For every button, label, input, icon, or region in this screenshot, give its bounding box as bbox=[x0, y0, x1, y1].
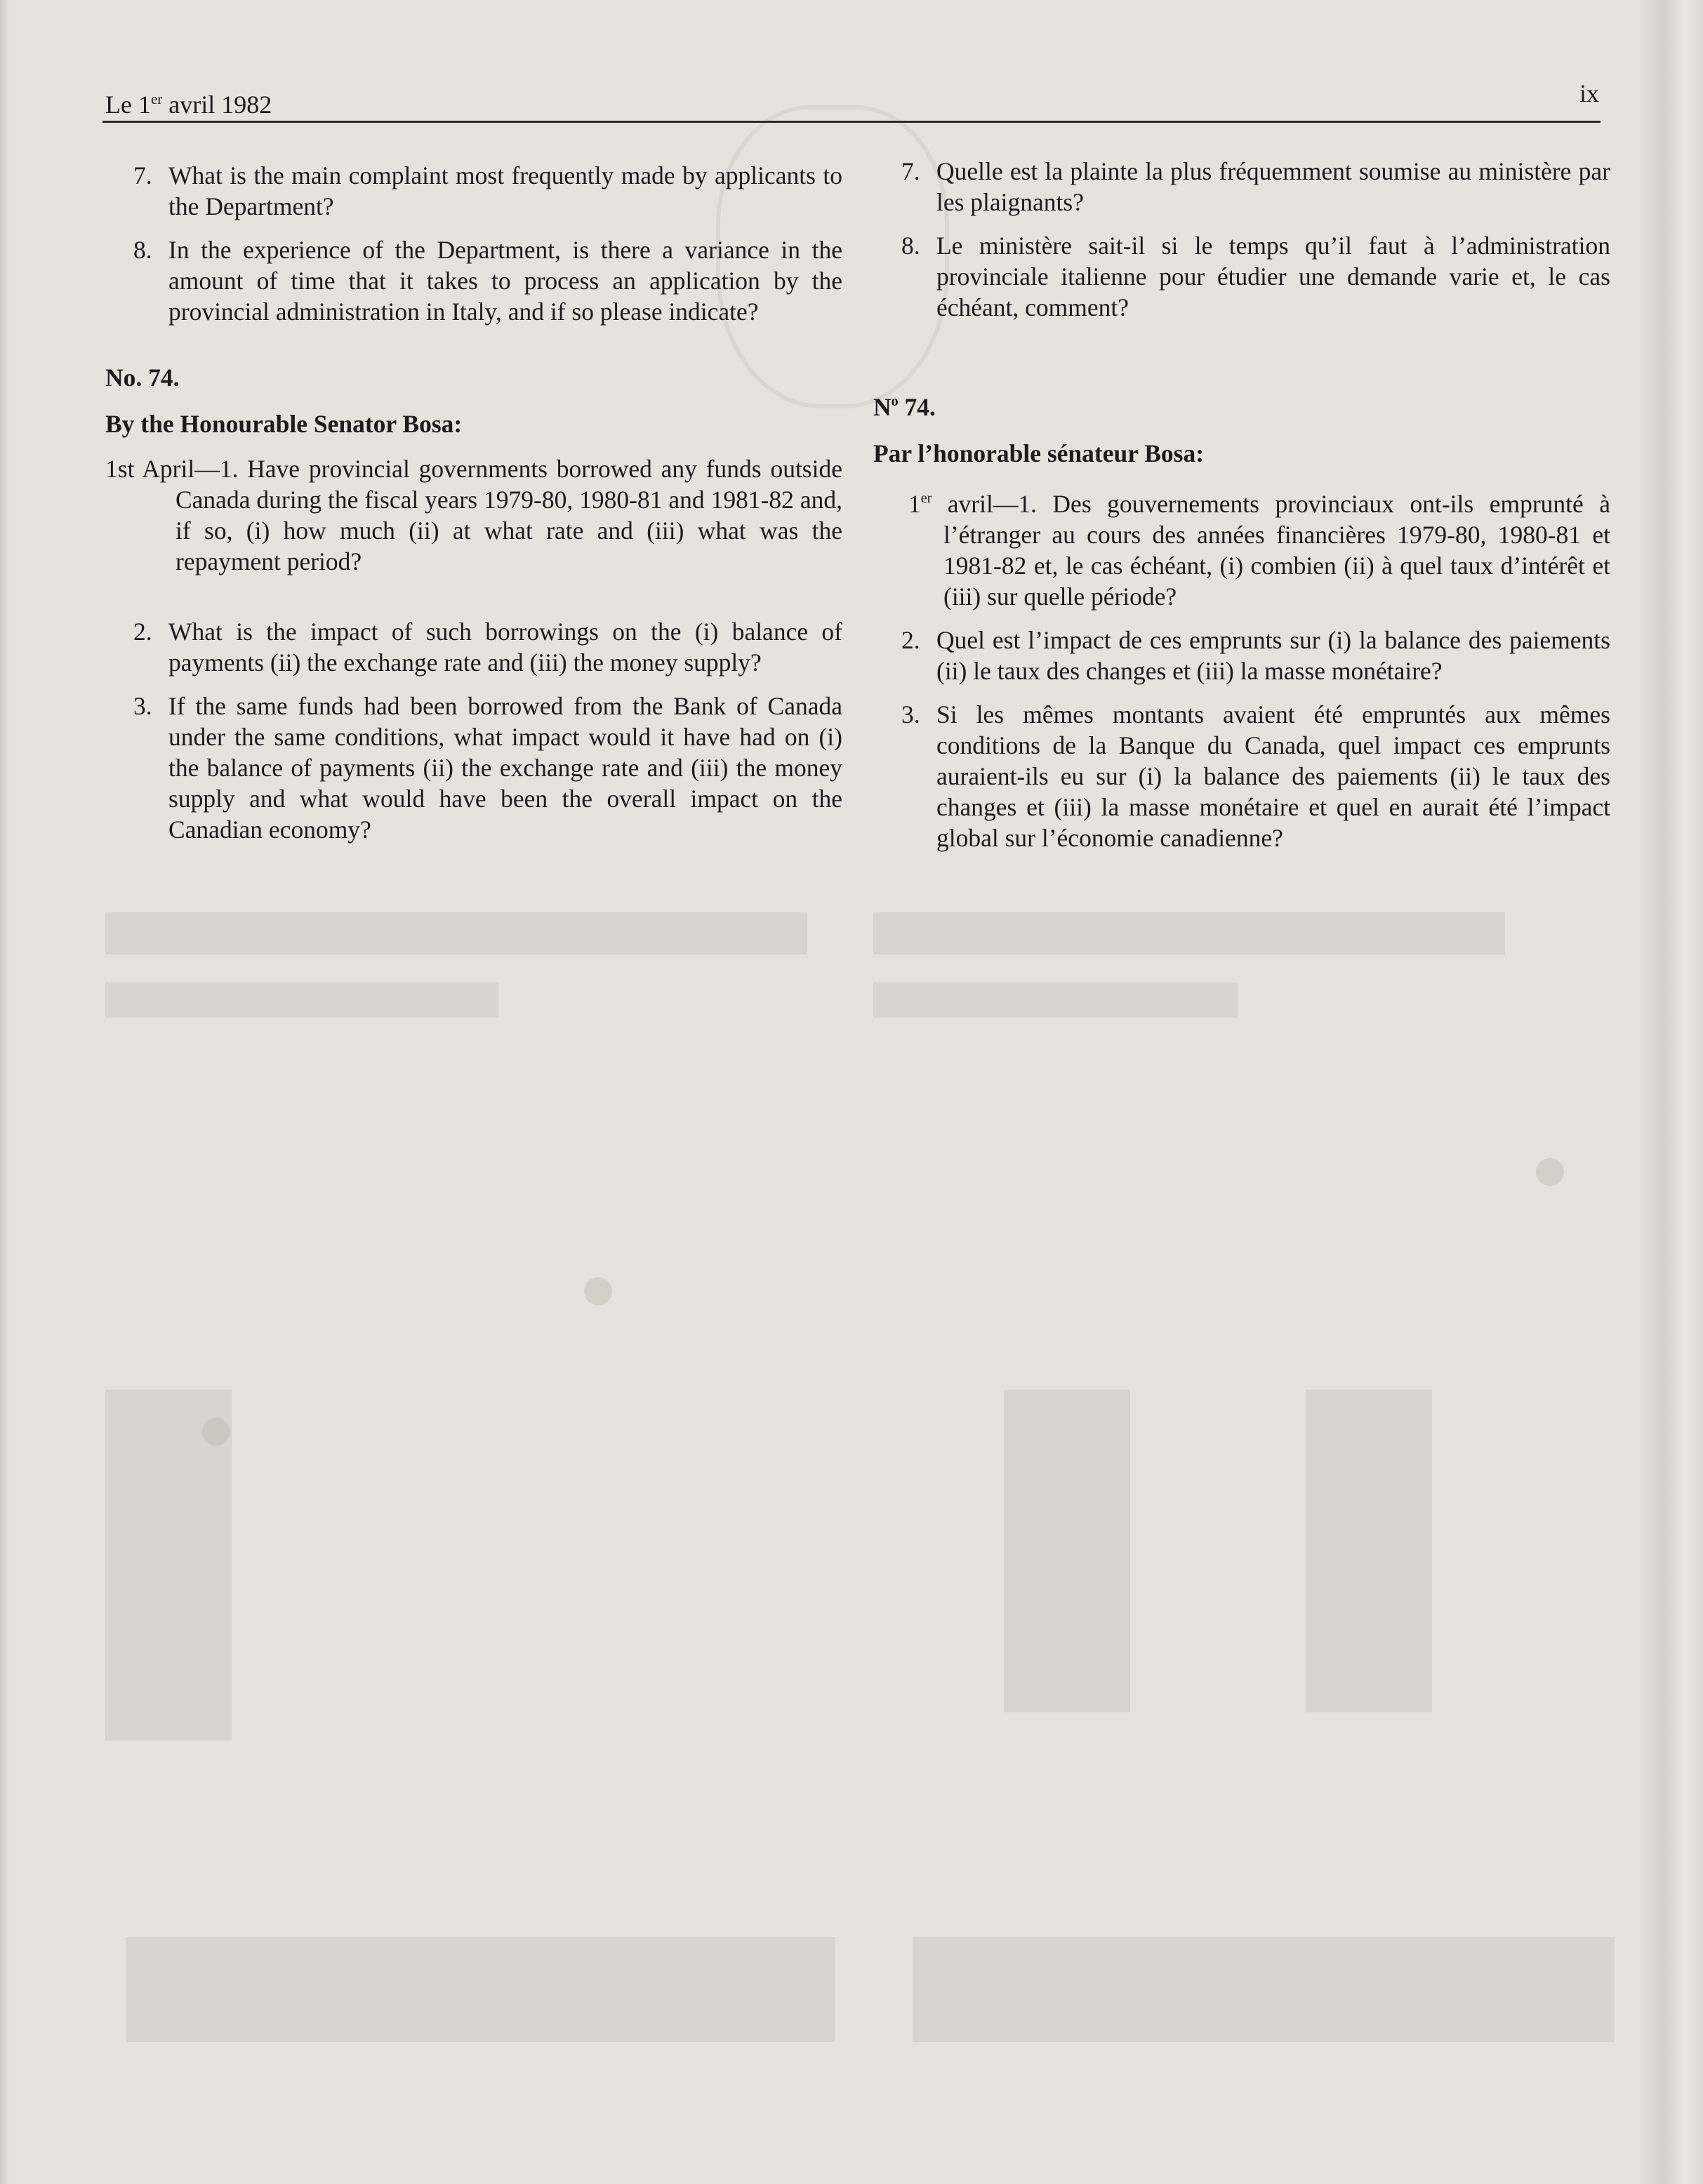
page-edge-left bbox=[0, 0, 10, 2184]
page-number: ix bbox=[1579, 79, 1599, 107]
question-2-en: 2. What is the impact of such borrowings on the (i) balance of payments (ii) the exchange rate and (iii) the money supply? bbox=[133, 618, 842, 677]
asker-fr: Par l’honorable sénateur Bosa: bbox=[873, 439, 1205, 467]
question-7-fr: 7. Quelle est la plainte la plus fréquemment soumise au ministère par les plaignants? bbox=[901, 157, 1610, 216]
question-8-en: 8. In the experience of the Department, is there a variance in the amount of time that it takes to process an application by the provincial administration in Italy, and if so please indicate? bbox=[133, 236, 842, 326]
paper-spot bbox=[1536, 1158, 1564, 1186]
running-head: Le 1er avril 1982 bbox=[105, 91, 272, 119]
header-rule bbox=[102, 121, 1601, 123]
question-3-en: 3. If the same funds had been borrowed from the Bank of Canada under the same conditions, what impact would it have had on (i) the balance of payments (ii) the exchange rate and (iii) the money supply and what would have been the overall impact on the Canadian economy? bbox=[133, 692, 842, 844]
bleed-through-block bbox=[1004, 1390, 1130, 1712]
asker-en: By the Honourable Senator Bosa: bbox=[105, 410, 463, 438]
question-7-en: 7. What is the main complaint most frequently made by applicants to the Department? bbox=[133, 161, 842, 220]
bleed-through-block bbox=[105, 983, 498, 1018]
bleed-through-block bbox=[1306, 1390, 1432, 1712]
question-3-fr: 3. Si les mêmes montants avaient été empruntés aux mêmes conditions de la Banque du Canada, quel impact ces emprunts auraient-ils eu sur (i) la balance des paiements (ii) le taux des changes et (iii) la masse monétaire et quel en aurait été l’impact global sur l’économie canadienne? bbox=[901, 700, 1610, 852]
question-number-en: No. 74. bbox=[105, 364, 180, 392]
question-1-fr: 1er avril—1. Des gouvernements provinciaux ont-ils emprunté à l’étranger au cours des années financières 1979-80, 1980-81 et 1981-82 et, le cas échéant, (i) combien (ii) à quel taux d’intérêt et (iii) sur quelle période? bbox=[908, 490, 1610, 611]
bleed-through-block bbox=[126, 1937, 835, 2042]
question-1-en: 1st April—1. Have provincial governments borrowed any funds outside Canada during the fiscal years 1979-80, 1980-81 and 1981-82 and, if so, (i) how much (ii) at what rate and (iii) what was the repayment period? bbox=[105, 455, 842, 575]
question-number-fr: $N^o$ 74. bbox=[873, 393, 936, 421]
paper-spot bbox=[584, 1277, 612, 1305]
bleed-through-block bbox=[913, 1937, 1615, 2042]
question-2-fr: 2. Quel est l’impact de ces emprunts sur (i) la balance des paiements (ii) le taux des changes et (iii) la masse monétaire? bbox=[901, 626, 1610, 685]
question-8-fr: 8. Le ministère sait-il si le temps qu’il faut à l’administration provinciale italienne pour étudier une demande varie et, le cas échéant, comment? bbox=[901, 232, 1610, 321]
french-column bbox=[873, 156, 1610, 853]
bleed-through-block bbox=[873, 983, 1238, 1018]
bleed-through-block bbox=[105, 912, 807, 954]
page-gutter-shadow bbox=[1640, 0, 1703, 2184]
paper-spot bbox=[202, 1418, 230, 1446]
english-column bbox=[105, 160, 842, 845]
bleed-through-block bbox=[873, 912, 1505, 954]
